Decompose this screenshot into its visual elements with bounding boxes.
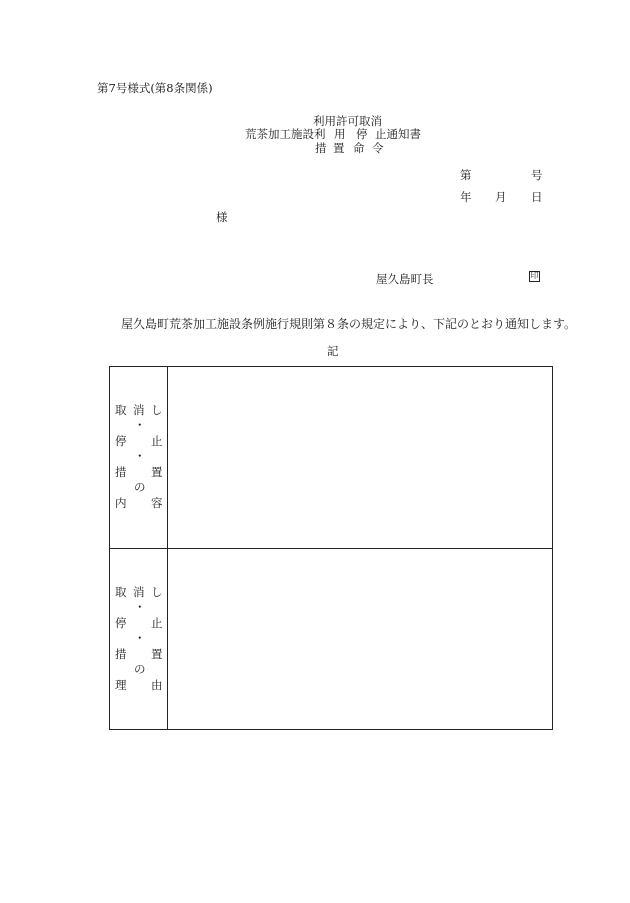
title-line-3-char-2: 置 xyxy=(333,141,345,155)
row-1-char: 措 xyxy=(115,465,127,479)
issuer-title: 屋久島町長 xyxy=(376,272,434,286)
row-1-char: し xyxy=(151,403,163,417)
row-1-char: 内 xyxy=(115,496,127,510)
row-2-dot: ・ xyxy=(134,631,146,645)
row-2-char: 置 xyxy=(151,647,163,661)
ki-heading: 記 xyxy=(327,344,339,358)
number-go: 号 xyxy=(531,168,543,182)
number-dai: 第 xyxy=(460,168,472,182)
row-1-char: 置 xyxy=(151,465,163,479)
date-year: 年 xyxy=(460,190,472,204)
body-text: 屋久島町荒茶加工施設条例施行規則第８条の規定により、下記のとおり通知します。 xyxy=(121,317,577,331)
form-label: 第7号様式(第8条関係) xyxy=(97,81,213,95)
title-line-3-char-3: 命 xyxy=(353,141,365,155)
seal-icon: 印 xyxy=(530,271,539,280)
row-1-char: の xyxy=(134,480,146,494)
row-1-content-cell[interactable] xyxy=(168,367,552,548)
row-1-char: 容 xyxy=(151,496,163,510)
row-1-char: 停 xyxy=(115,434,127,448)
row-2-char: 措 xyxy=(115,647,127,661)
date-month: 月 xyxy=(495,190,507,204)
row-2-char: し xyxy=(151,585,163,599)
title-line-1: 利用許可取消 xyxy=(313,114,382,128)
row-2-char: 由 xyxy=(151,678,163,692)
row-2-char: 停 xyxy=(115,616,127,630)
row-2-content-cell[interactable] xyxy=(168,549,552,729)
title-line-3-char-4: 令 xyxy=(372,141,384,155)
title-line-2-part-b: 用 xyxy=(334,127,346,141)
row-1-char: 消 xyxy=(133,403,145,417)
row-2-char: の xyxy=(134,662,146,676)
row-1-char: 止 xyxy=(151,434,163,448)
row-1-dot: ・ xyxy=(134,418,146,432)
row-1-dot: ・ xyxy=(134,449,146,463)
title-line-3-char-1: 措 xyxy=(315,141,327,155)
addressee-suffix: 様 xyxy=(216,210,228,224)
title-line-2-part-d: 止通知書 xyxy=(375,127,421,141)
row-2-char: 止 xyxy=(151,616,163,630)
date-day: 日 xyxy=(531,190,543,204)
title-line-2-part-a: 荒茶加工施設利 xyxy=(245,127,326,141)
row-1-char: 取 xyxy=(115,403,127,417)
title-line-2-part-c: 停 xyxy=(356,127,368,141)
row-2-char: 理 xyxy=(115,678,127,692)
row-2-char: 消 xyxy=(133,585,145,599)
row-2-char: 取 xyxy=(115,585,127,599)
row-2-dot: ・ xyxy=(134,600,146,614)
